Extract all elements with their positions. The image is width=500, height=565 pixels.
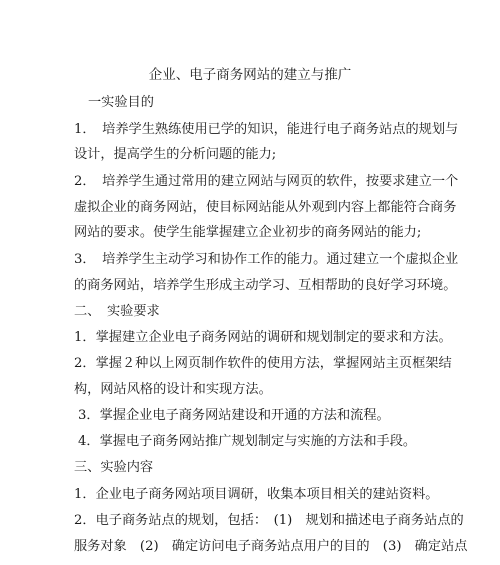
paragraph-line: 1． 培养学生熟练使用已学的知识，能进行电子商务站点的规划与 [74, 122, 459, 137]
section-heading-content: 三、实验内容 [74, 460, 154, 475]
paragraph-line: 1．企业电子商务网站项目调研，收集本项目相关的建站资料。 [74, 487, 439, 502]
document-title: 企业、电子商务网站的建立与推广 [148, 67, 352, 83]
paragraph-line: 网站的要求。使学生能掌握建立企业初步的商务网站的能力; [74, 225, 422, 240]
paragraph-line: 服务对象 (2) 确定访问电子商务站点用户的目的 (3) 确定站点 [74, 539, 468, 554]
paragraph-line: 1．掌握建立企业电子商务网站的调研和规划制定的要求和方法。 [74, 330, 452, 345]
paragraph-line: 4．掌握电子商务网站推广规划制定与实施的方法和手段。 [78, 434, 417, 449]
section-heading-requirements: 二、 实验要求 [74, 304, 160, 319]
paragraph-line: 设计，提高学生的分析问题的能力; [74, 147, 277, 162]
paragraph-line: 构，网站风格的设计和实现方法。 [74, 382, 272, 397]
paragraph-line: 2．掌握２种以上网页制作软件的使用方法，掌握网站主页框架结 [74, 356, 452, 371]
section-heading-purpose: 一实验目的 [88, 95, 154, 110]
paragraph-line: 3．掌握企业电子商务网站建设和开通的方法和流程。 [78, 408, 390, 423]
paragraph-line: 的商务网站，培养学生形成主动学习、互相帮助的良好学习环境。 [74, 278, 457, 293]
paragraph-line: 虚拟企业的商务网站，使目标网站能从外观到内容上都能符合商务 [74, 200, 457, 215]
paragraph-line: 3． 培养学生主动学习和协作工作的能力。通过建立一个虚拟企业 [74, 252, 459, 267]
paragraph-line: 2．电子商务站点的规划，包括： (1) 规划和描述电子商务站点的 [74, 513, 464, 528]
paragraph-line: 2． 培养学生通过常用的建立网站与网页的软件，按要求建立一个 [74, 174, 459, 189]
